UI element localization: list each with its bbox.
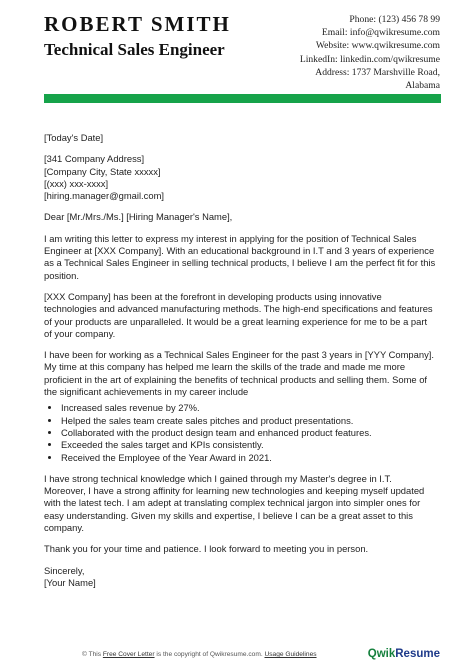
salutation: Dear [Mr./Mrs./Ms.] [Hiring Manager's Name], [44, 211, 233, 223]
contact-website: Website: www.qwikresume.com [315, 40, 440, 52]
recipient-line: [341 Company Address] [44, 153, 145, 165]
usage-guidelines-link[interactable]: Usage Guidelines [264, 651, 317, 658]
recipient-address [44, 153, 436, 202]
signature-name: [Your Name] [44, 576, 96, 588]
paragraph-skills: I have strong technical knowledge which I gained through my Master's degree in I.T. Moreover, I have a strong affinity for learning new technologies and keeping myself updated with the latest tech. I am adept at translating complex technical jargon into simpler ones for easy understanding. Given my skills and expertise, I believe I can be a great asset to this company. [44, 472, 425, 534]
list-item: • Received the Employee of the Year Award in 2021. [61, 452, 436, 464]
qwikresume-logo[interactable] [368, 648, 440, 660]
contact-block [300, 13, 440, 92]
logo-part-qwik: Qwik [367, 648, 396, 660]
list-item: • Helped the sales team create sales pitches and product presentations. [61, 415, 436, 427]
applicant-name: ROBERT SMITH [44, 12, 231, 36]
paragraph-intro: I am writing this letter to express my interest in applying for the position of Technical Sales Engineer at [XXX Company]. With an educational background in I.T and 3 years of experience as a Technical Sales Engineer in selling technical products, I believe I am the perfect fit for this position. [44, 232, 436, 281]
paragraph-company: [XXX Company] has been at the forefront in developing products using innovative technologies and advanced manufacturing methods. The high-end specifications and features of your products are unparalleled. It would be a great learning experience for me to be a part of your company. [44, 290, 433, 339]
free-cover-letter-link[interactable]: Free Cover Letter [102, 651, 155, 658]
contact-address-line1: Address: 1737 Marshville Road, [315, 66, 440, 78]
paragraph-thanks: Thank you for your time and patience. I look forward to meeting you in person. [44, 543, 369, 555]
achievements-list [44, 402, 436, 463]
list-item: • Collaborated with the product design team and enhanced product features. [61, 427, 436, 439]
paragraph-experience: I have been for working as a Technical Sales Engineer for the past 3 years in [YYY Company]. My time at this company has helped me learn the skills of the trade and made me more proficient in the art of explaining the benefits of technical products and selling them. Some of the significant achievements in my career include [44, 349, 434, 398]
recipient-line: [hiring.manager@gmail.com] [44, 190, 164, 202]
closing-block [44, 565, 436, 590]
logo-part-resume: Resume [395, 648, 440, 660]
signoff: Sincerely, [44, 564, 85, 576]
page-footer [0, 648, 474, 662]
contact-email: Email: info@qwikresume.com [321, 27, 440, 39]
copyright-notice [82, 651, 317, 658]
letter-date: [Today's Date] [44, 132, 104, 143]
job-title: Technical Sales Engineer [44, 40, 225, 59]
list-item: • Increased sales revenue by 27%. [61, 402, 436, 414]
copyright-prefix: © This [82, 651, 103, 658]
contact-address-line2: Alabama [405, 80, 440, 92]
list-item: • Exceeded the sales target and KPIs consistently. [61, 439, 436, 451]
copyright-middle: is the copyright of Qwikresume.com. [154, 651, 265, 658]
accent-divider [44, 94, 441, 103]
recipient-line: [Company City, State xxxxx] [44, 165, 161, 177]
letter-header [44, 10, 440, 92]
letter-body [44, 132, 436, 598]
recipient-line: [(xxx) xxx-xxxx] [44, 177, 109, 189]
contact-phone: Phone: (123) 456 78 99 [349, 14, 440, 25]
contact-linkedin: LinkedIn: linkedin.com/qwikresume [299, 53, 440, 65]
